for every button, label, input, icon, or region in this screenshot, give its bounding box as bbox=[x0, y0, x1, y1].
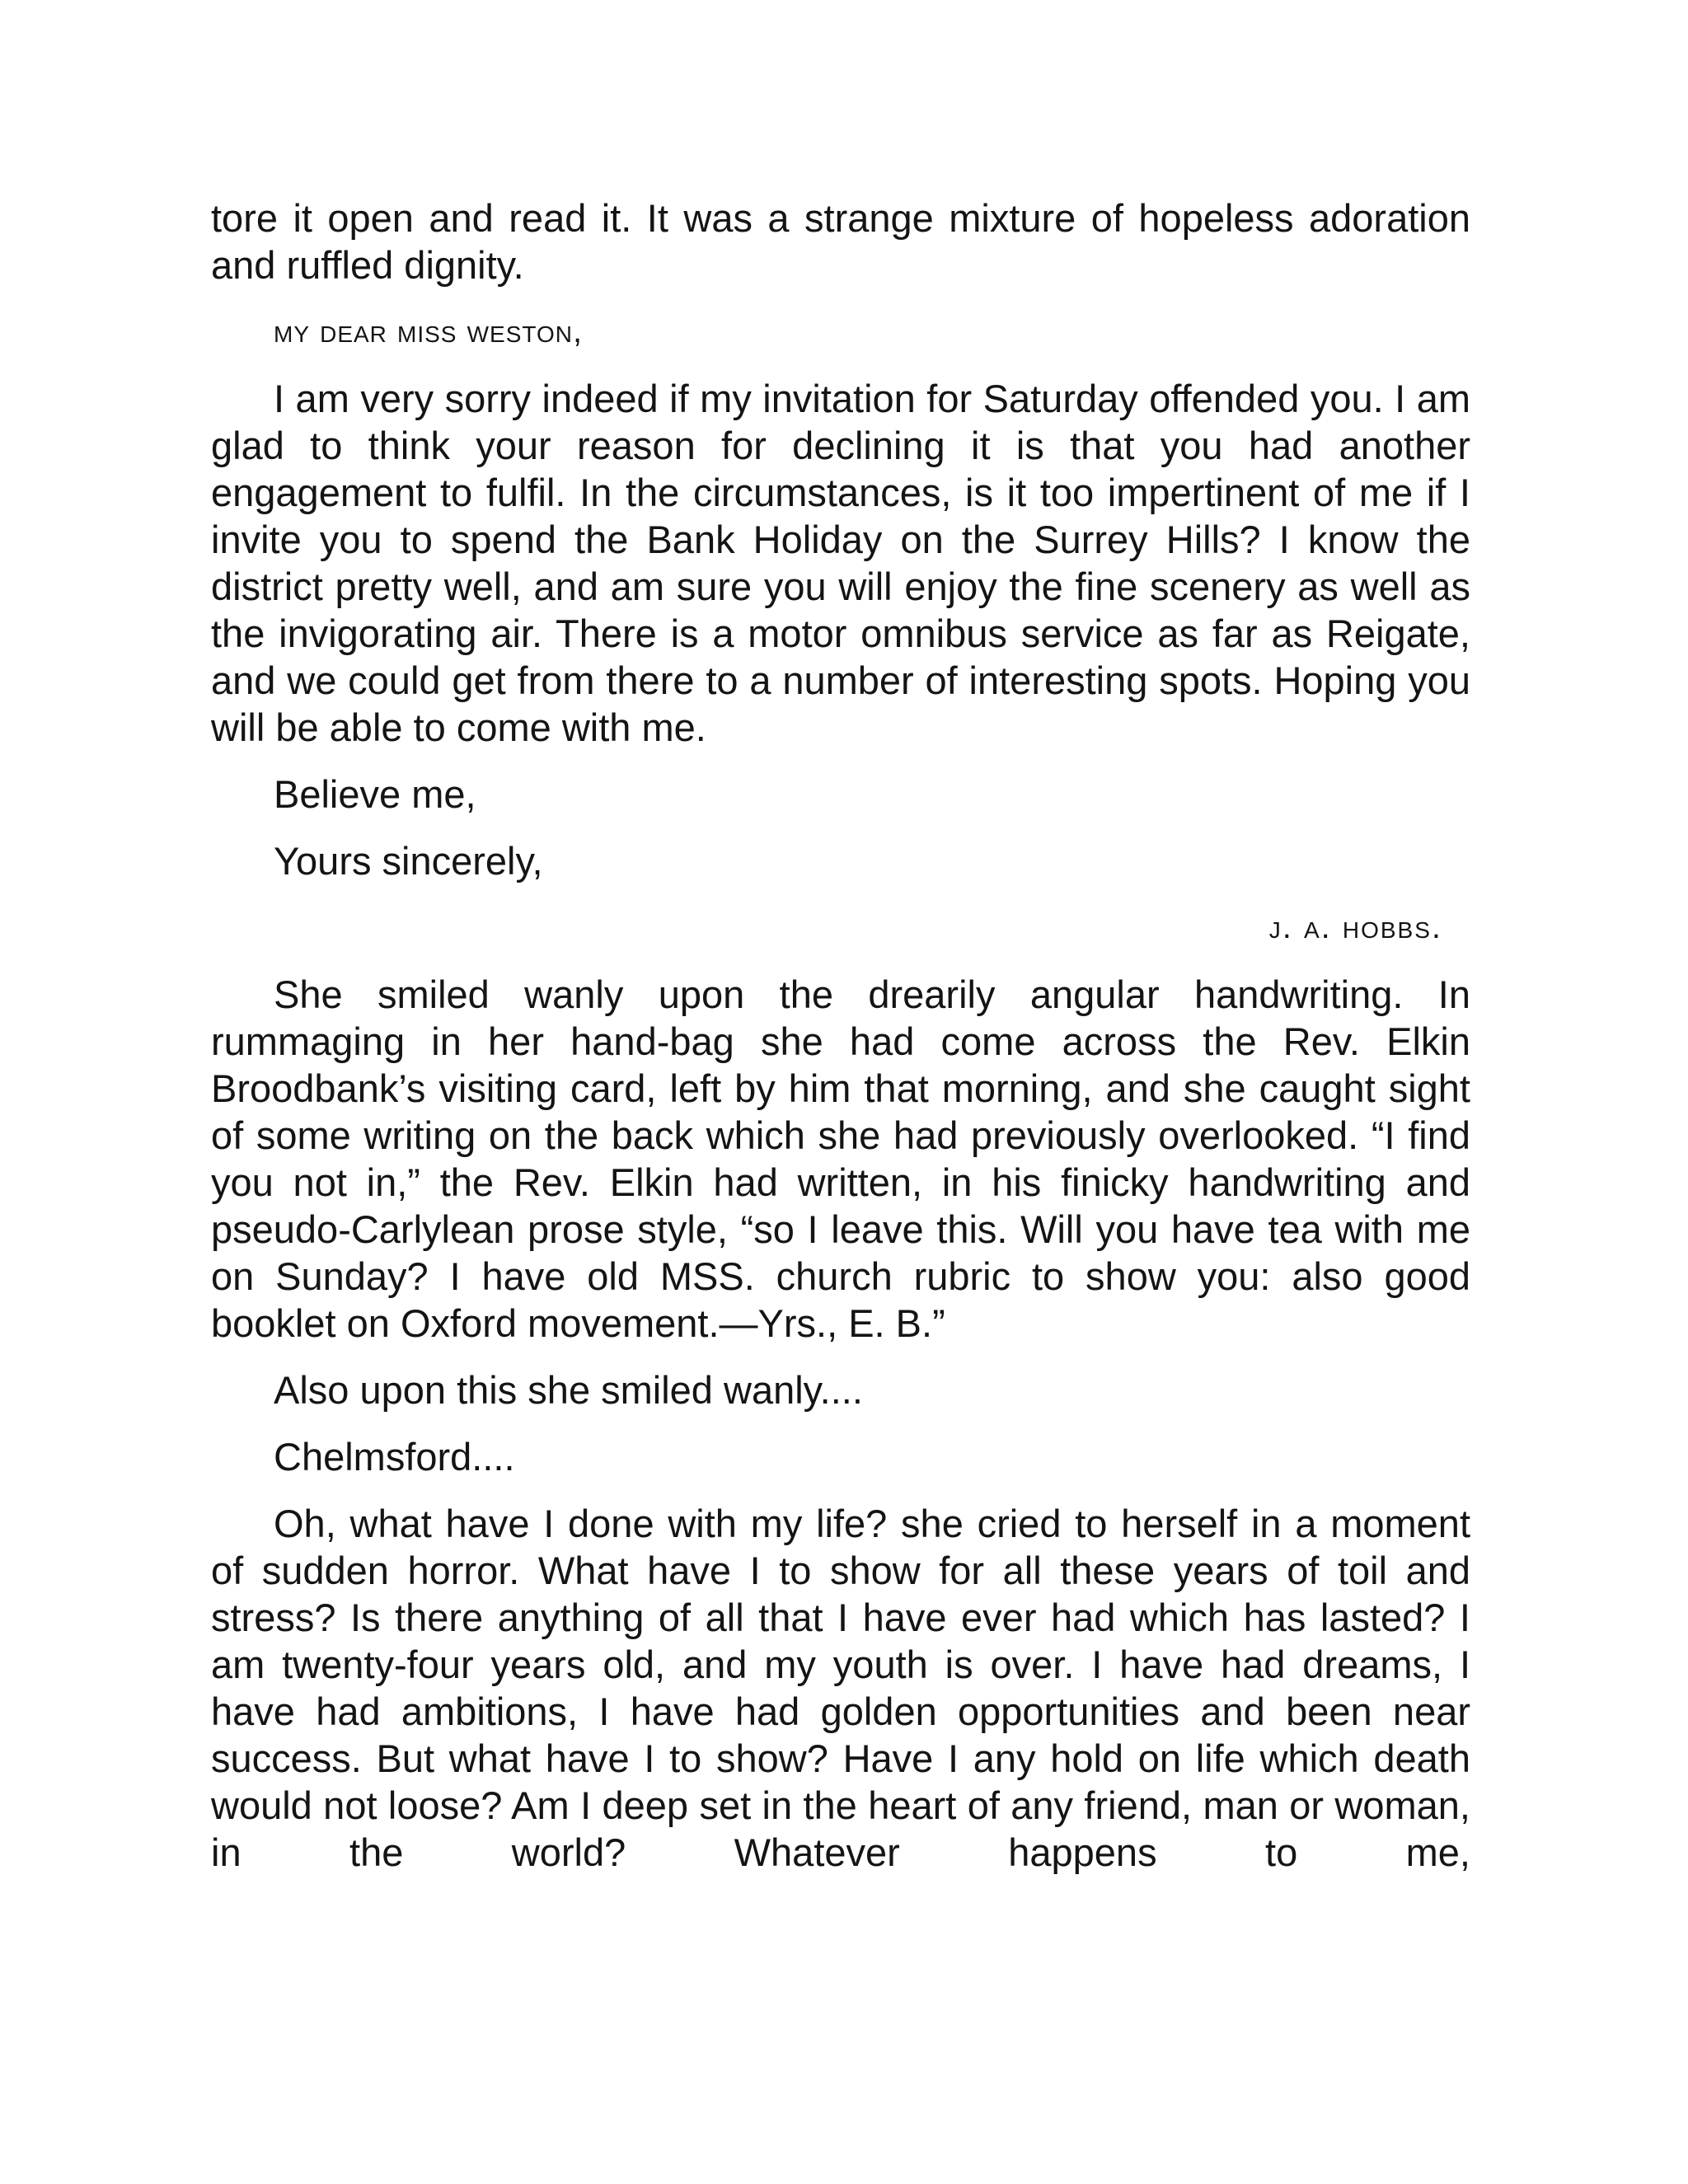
smiled-wanly-line: Also upon this she smiled wanly.... bbox=[274, 1368, 863, 1412]
letter-closing-sincerely: Yours sincerely, bbox=[274, 839, 543, 883]
letter-salutation: my dear miss weston, bbox=[274, 313, 584, 349]
opening-paragraph: tore it open and read it. It was a strange mixture of hopeless adoration and ruffled dignity. bbox=[211, 196, 1470, 287]
chelmsford-line: Chelmsford.... bbox=[274, 1435, 515, 1479]
visiting-card-paragraph: She smiled wanly upon the drearily angular handwriting. In rummaging in her hand-bag she had come across the Rev. Elkin Broodbank’s visiting card, left by him that morning, and she caught sight of some writing on the back which she had previously overlooked. “I find you not in,” the Rev. Elkin had written, in his finicky handwriting and pseudo-Carlylean prose style, “so I leave this. Will you have tea with me on Sunday? I have old MSS. church rubric to show you: also good booklet on Oxford movement.—Yrs., E. B.” bbox=[211, 972, 1470, 1345]
letter-signature: j. a. hobbs. bbox=[1268, 909, 1442, 945]
reflection-paragraph: Oh, what have I done with my life? she cried to herself in a moment of sudden horror. What have I to show for all these years of toil and stress? Is there anything of all that I have ever had which has lasted? I am twenty-four years old, and my youth is over. I have had dreams, I have had ambitions, I have had golden opportunities and been near success. But what have I to show? Have I any hold on life which death would not loose? Am I deep set in the heart of any friend, man or woman, in the world? Whatever happens to me, bbox=[211, 1502, 1470, 1874]
letter-body-paragraph: I am very sorry indeed if my invitation for Saturday offended you. I am glad to think your reason for declining it is that you had another engagement to fulfil. In the circumstances, is it too impertinent of me if I invite you to spend the Bank Holiday on the Surrey Hills? I know the district pretty well, and am sure you will enjoy the fine scenery as well as the invigorating air. There is a motor omnibus service as far as Reigate, and we could get from there to a number of interesting spots. Hoping you will be able to come with me. bbox=[211, 377, 1470, 749]
letter-closing-believe: Believe me, bbox=[274, 772, 476, 816]
book-page bbox=[211, 194, 1470, 1896]
